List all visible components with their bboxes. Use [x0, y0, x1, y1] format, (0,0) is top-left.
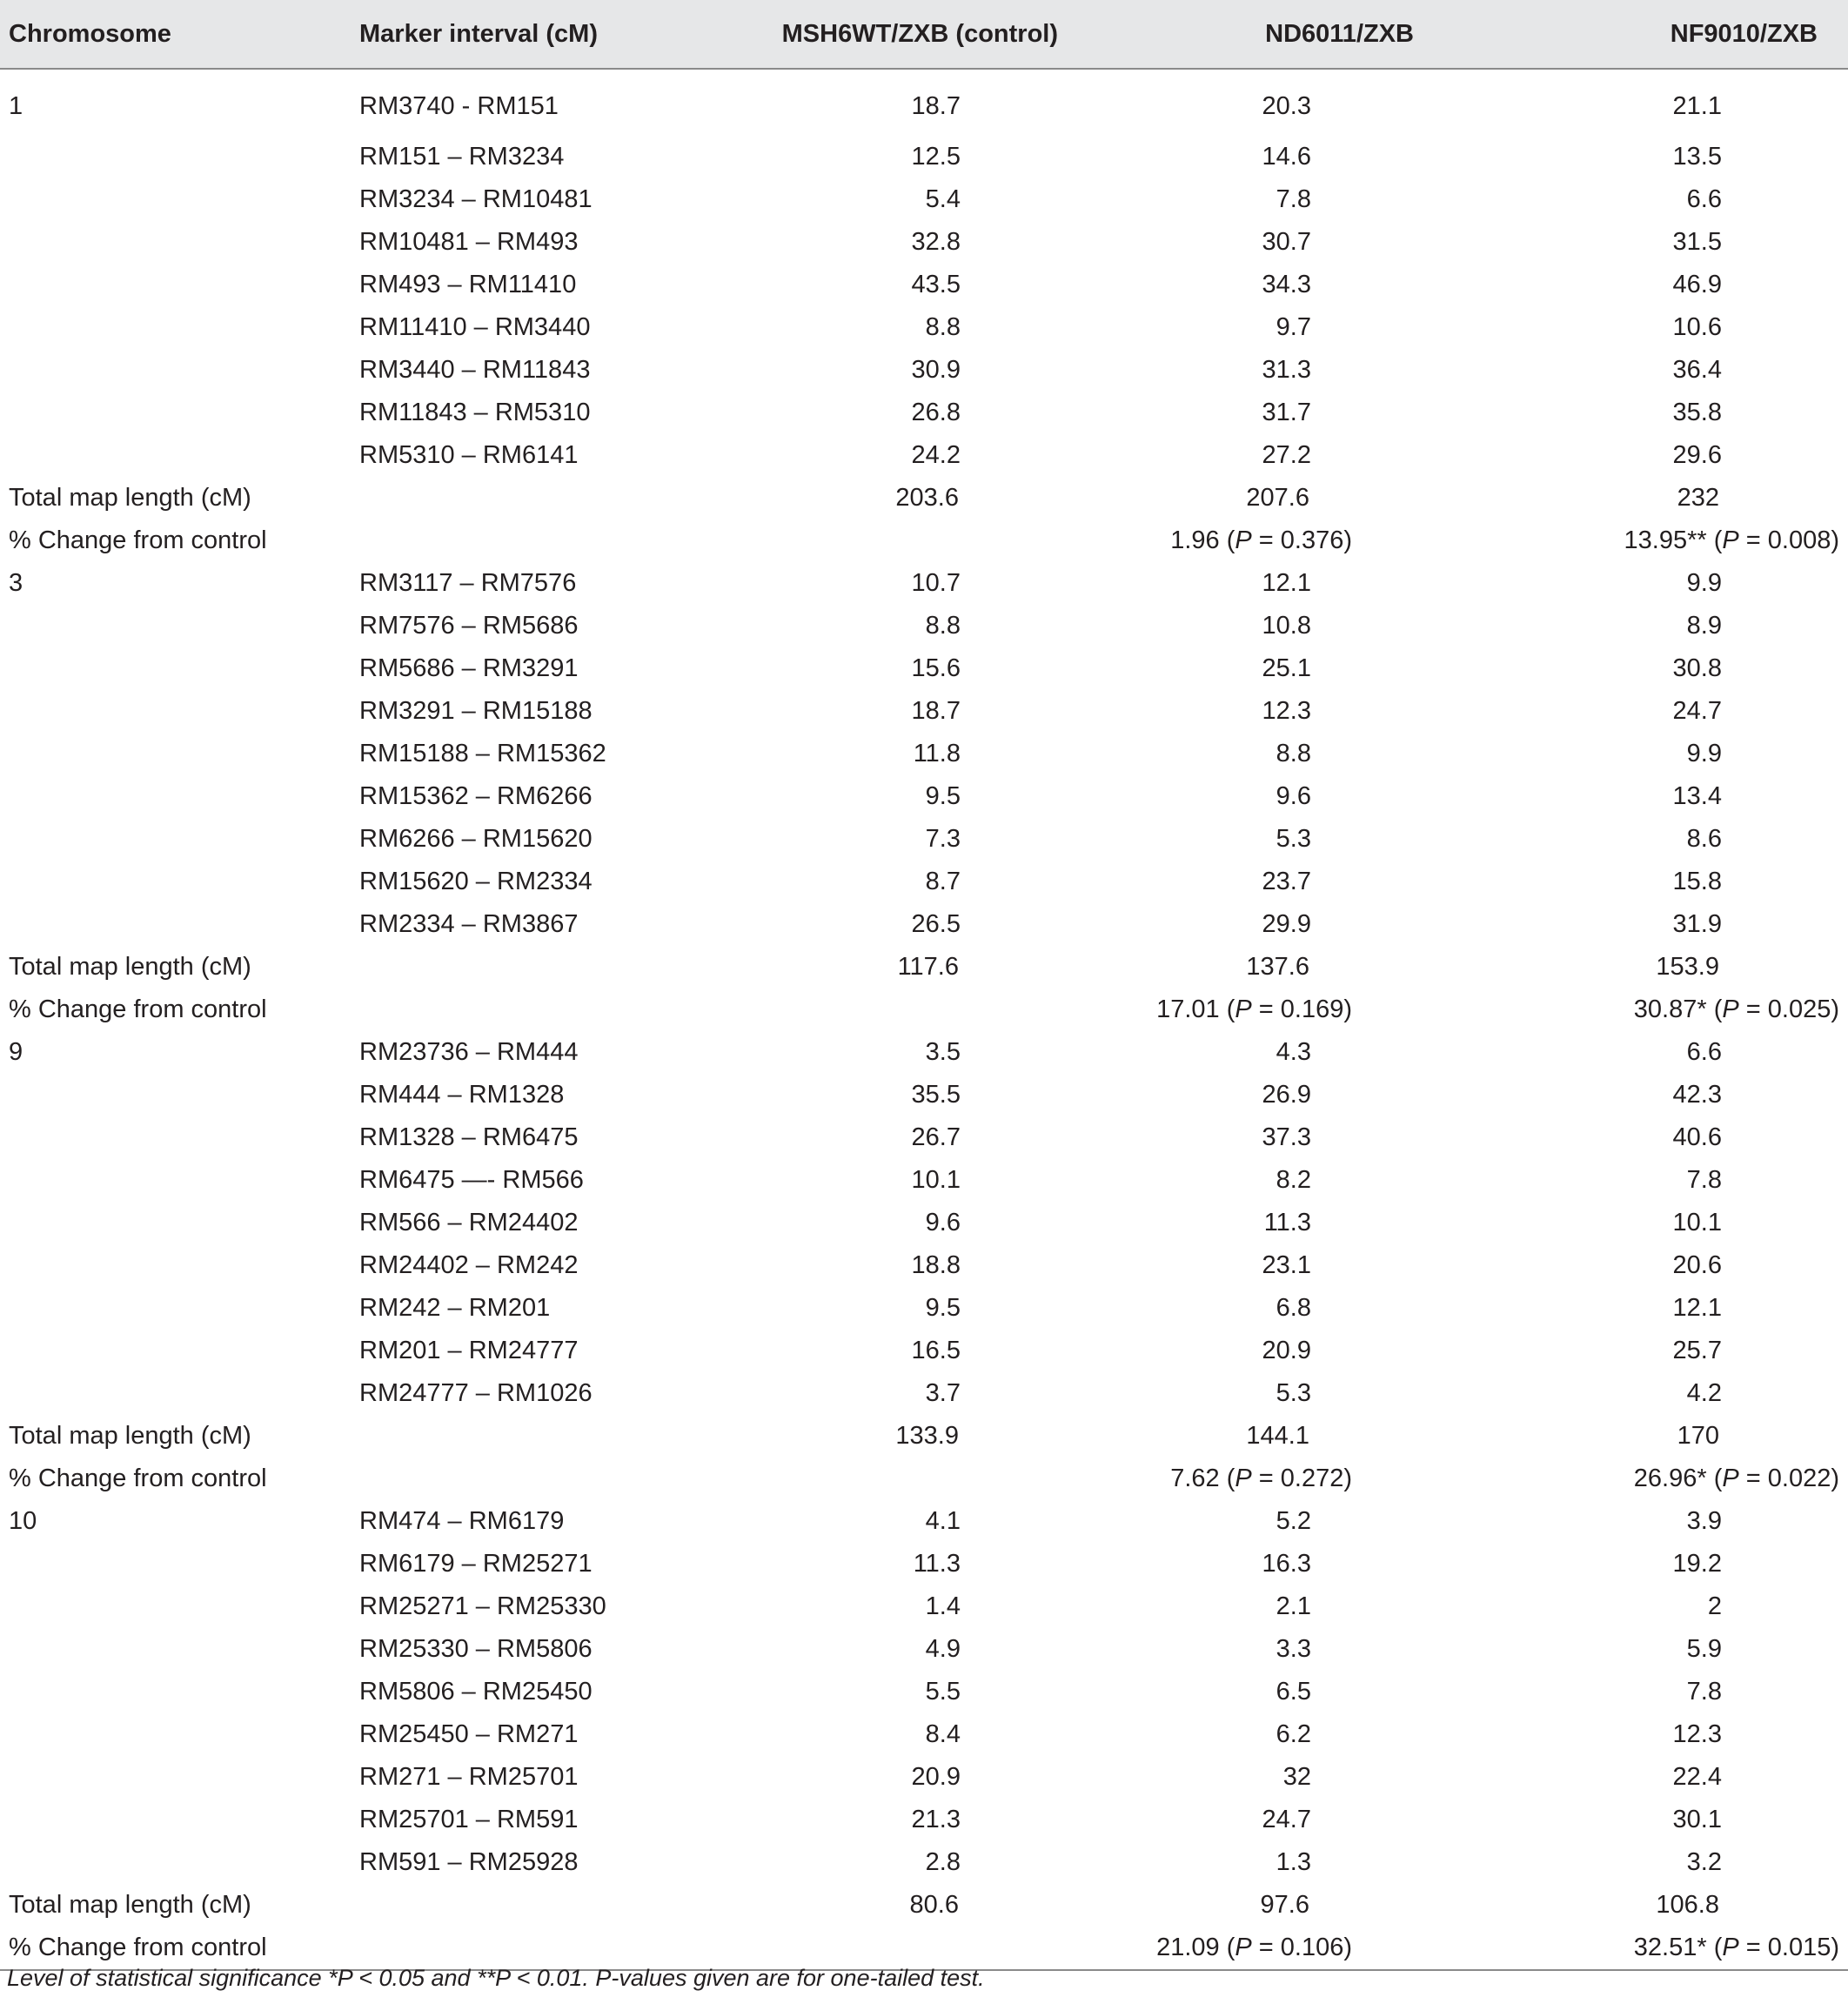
p-symbol: P [1722, 526, 1739, 554]
control-value-cell: 3.7 [925, 1379, 961, 1407]
p-symbol: P [1722, 1464, 1739, 1492]
change-paren: ( [1219, 1934, 1235, 1961]
total-label-cell: Total map length (cM) [9, 1422, 251, 1450]
nd6011-value-cell: 6.5 [1276, 1678, 1311, 1706]
change-value: 30.87* [1633, 995, 1707, 1023]
control-value-cell: 9.5 [925, 782, 961, 810]
marker-interval-cell: RM24402 – RM242 [359, 1251, 579, 1279]
chromosome-cell: 1 [9, 91, 23, 120]
control-value-cell: 8.7 [925, 868, 961, 895]
control-value-cell: 4.1 [925, 1507, 961, 1535]
change-value: 17.01 [1156, 995, 1220, 1023]
chromosome-cell [0, 1159, 358, 1202]
chromosome-cell [0, 1074, 358, 1116]
nf9010-value-cell: 31.9 [1672, 910, 1722, 938]
nf9010-value-cell: 29.6 [1672, 441, 1722, 469]
change-nd6011-cell [1100, 519, 1466, 562]
chromosome-cell [0, 1799, 358, 1841]
nd6011-value-cell: 2.1 [1276, 1592, 1311, 1620]
control-value-cell: 5.4 [925, 185, 961, 213]
marker-interval-cell: RM1328 – RM6475 [359, 1123, 579, 1151]
total-nf9010-cell: 106.8 [1656, 1891, 1719, 1919]
marker-interval-cell: RM24777 – RM1026 [359, 1379, 593, 1407]
nd6011-value-cell: 4.3 [1276, 1038, 1311, 1066]
total-control-cell: 203.6 [895, 484, 959, 512]
table-row [0, 1330, 1848, 1372]
marker-interval-cell: RM5686 – RM3291 [359, 654, 579, 682]
nd6011-value-cell: 20.9 [1262, 1337, 1311, 1364]
nf9010-value-cell: 8.9 [1686, 612, 1722, 640]
chromosome-cell [0, 264, 358, 306]
control-value-cell: 18.7 [911, 91, 961, 120]
table-row [0, 178, 1848, 221]
chromosome-cell [0, 1202, 358, 1244]
nd6011-value-cell: 9.7 [1276, 313, 1311, 341]
table-row [0, 1074, 1848, 1116]
marker-interval-cell: RM444 – RM1328 [359, 1081, 565, 1109]
nf9010-value-cell: 20.6 [1672, 1251, 1722, 1279]
control-value-cell: 15.6 [911, 654, 961, 682]
table-row [0, 690, 1848, 733]
chromosome-cell: 10 [9, 1507, 37, 1535]
marker-interval-cell: RM25701 – RM591 [359, 1806, 579, 1833]
nd6011-value-cell: 14.6 [1262, 143, 1311, 171]
chromosome-cell: 3 [9, 569, 23, 597]
change-value: 32.51* [1633, 1934, 1707, 1961]
nf9010-value-cell: 19.2 [1672, 1550, 1722, 1578]
total-control-cell: 133.9 [895, 1422, 959, 1450]
table-row [0, 647, 1848, 690]
control-value-cell: 26.5 [911, 910, 961, 938]
nd6011-value-cell: 37.3 [1262, 1123, 1311, 1151]
change-paren: ( [1706, 526, 1723, 554]
chromosome-cell [0, 136, 358, 178]
chromosome-cell [0, 1585, 358, 1628]
table-header [0, 0, 1848, 69]
marker-interval-cell: RM5310 – RM6141 [359, 441, 579, 469]
nd6011-value-cell: 34.3 [1262, 271, 1311, 298]
nf9010-value-cell: 36.4 [1672, 356, 1722, 384]
nd6011-value-cell: 29.9 [1262, 910, 1311, 938]
control-value-cell: 9.6 [925, 1209, 961, 1237]
change-paren: ( [1219, 1464, 1235, 1492]
change-row [0, 989, 1848, 1031]
nd6011-value-cell: 5.2 [1276, 1507, 1311, 1535]
change-paren: ( [1219, 526, 1235, 554]
change-control-cell [733, 989, 1100, 1031]
marker-interval-cell: RM15620 – RM2334 [359, 868, 593, 895]
change-nf9010-cell [1466, 519, 1848, 562]
marker-interval-cell: RM151 – RM3234 [359, 143, 565, 171]
control-value-cell: 9.5 [925, 1294, 961, 1322]
nf9010-value-cell: 40.6 [1672, 1123, 1722, 1151]
table-row [0, 136, 1848, 178]
p-symbol: P [1235, 995, 1252, 1023]
nd6011-value-cell: 3.3 [1276, 1635, 1311, 1663]
chromosome-cell [0, 1244, 358, 1287]
control-value-cell: 18.7 [911, 697, 961, 725]
marker-interval-cell: RM25271 – RM25330 [359, 1592, 606, 1620]
control-value-cell: 11.8 [913, 740, 961, 767]
marker-interval-cell: RM6266 – RM15620 [359, 825, 593, 853]
header-row [0, 0, 1848, 69]
change-nd6011-cell [1100, 1927, 1466, 1970]
table-row [0, 392, 1848, 434]
change-control-cell [733, 1458, 1100, 1500]
control-value-cell: 30.9 [911, 356, 961, 384]
control-value-cell: 24.2 [911, 441, 961, 469]
table-row [0, 1202, 1848, 1244]
chromosome-cell [0, 349, 358, 392]
table-footnote: Level of statistical significance *P < 0.05 and **P < 0.01. P-values given are for one-tailed test. [7, 1965, 985, 1991]
total-label-cell: Total map length (cM) [9, 953, 251, 981]
marker-interval-cell: RM10481 – RM493 [359, 228, 579, 256]
table-row [0, 775, 1848, 818]
table-row [0, 1756, 1848, 1799]
nd6011-value-cell: 25.1 [1262, 654, 1311, 682]
nd6011-value-cell: 6.8 [1276, 1294, 1311, 1322]
total-nf9010-cell: 232 [1677, 484, 1719, 512]
table-row [0, 1543, 1848, 1585]
change-paren: ( [1706, 1464, 1723, 1492]
total-nd6011-cell: 144.1 [1246, 1422, 1309, 1450]
table-row [0, 1116, 1848, 1159]
control-value-cell: 1.4 [925, 1592, 961, 1620]
nd6011-value-cell: 30.7 [1262, 228, 1311, 256]
nf9010-value-cell: 9.9 [1686, 740, 1722, 767]
table-row [0, 306, 1848, 349]
control-value-cell: 10.7 [911, 569, 961, 597]
control-value-cell: 32.8 [911, 228, 961, 256]
nd6011-value-cell: 31.3 [1262, 356, 1311, 384]
change-paren: ( [1706, 1934, 1723, 1961]
control-value-cell: 16.5 [911, 1337, 961, 1364]
nd6011-value-cell: 24.7 [1262, 1806, 1311, 1833]
marker-interval-cell: RM11410 – RM3440 [359, 313, 591, 341]
table-row [0, 1585, 1848, 1628]
nd6011-value-cell: 12.3 [1262, 697, 1311, 725]
p-symbol: P [1235, 1934, 1252, 1961]
nd6011-value-cell: 23.1 [1262, 1251, 1311, 1279]
chromosome-cell [0, 605, 358, 647]
chromosome-cell [0, 647, 358, 690]
chromosome-cell [0, 1543, 358, 1585]
p-value: = 0.008) [1738, 526, 1839, 554]
p-symbol: P [1722, 1934, 1739, 1961]
chromosome-cell [0, 392, 358, 434]
nd6011-value-cell: 8.2 [1276, 1166, 1311, 1194]
table-row [0, 903, 1848, 946]
change-paren: ( [1219, 995, 1235, 1023]
table-row [0, 818, 1848, 861]
nf9010-value-cell: 35.8 [1672, 399, 1722, 426]
marker-interval-cell: RM3117 – RM7576 [359, 569, 577, 597]
table-row [0, 605, 1848, 647]
table-row [0, 221, 1848, 264]
nd6011-value-cell: 26.9 [1262, 1081, 1311, 1109]
table-row [0, 861, 1848, 903]
table-row [0, 1671, 1848, 1713]
marker-interval-cell: RM25330 – RM5806 [359, 1635, 593, 1663]
chromosome-cell [0, 903, 358, 946]
control-value-cell: 18.8 [911, 1251, 961, 1279]
chromosome-cell [0, 1287, 358, 1330]
header-chromosome: Chromosome [0, 0, 358, 69]
table-row [0, 1372, 1848, 1415]
control-value-cell: 7.3 [925, 825, 961, 853]
table-row [0, 733, 1848, 775]
table-row [0, 1628, 1848, 1671]
nd6011-value-cell: 11.3 [1263, 1209, 1311, 1237]
nd6011-value-cell: 27.2 [1262, 441, 1311, 469]
nf9010-value-cell: 25.7 [1672, 1337, 1722, 1364]
table-row [0, 264, 1848, 306]
header-nd6011: ND6011/ZXB [1100, 0, 1466, 69]
control-value-cell: 26.7 [911, 1123, 961, 1151]
total-nd6011-cell: 207.6 [1246, 484, 1309, 512]
total-nd6011-cell: 137.6 [1246, 953, 1309, 981]
nf9010-value-cell: 10.1 [1672, 1209, 1722, 1237]
change-row [0, 519, 1848, 562]
chromosome-cell [0, 1671, 358, 1713]
change-label-cell: % Change from control [9, 1464, 267, 1492]
nf9010-value-cell: 22.4 [1672, 1763, 1722, 1791]
nf9010-value-cell: 21.1 [1672, 91, 1722, 120]
chromosome-cell [0, 818, 358, 861]
p-symbol: P [1235, 1464, 1252, 1492]
marker-interval-cell: RM5806 – RM25450 [359, 1678, 593, 1706]
total-label-cell: Total map length (cM) [9, 484, 251, 512]
p-value: = 0.022) [1738, 1464, 1839, 1492]
chromosome-cell [0, 1713, 358, 1756]
marker-interval-cell: RM3291 – RM15188 [359, 697, 593, 725]
control-value-cell: 35.5 [911, 1081, 961, 1109]
control-value-cell: 21.3 [911, 1806, 961, 1833]
change-control-cell [733, 1927, 1100, 1970]
marker-interval-cell: RM15188 – RM15362 [359, 740, 606, 767]
total-nd6011-cell: 97.6 [1260, 1891, 1309, 1919]
nf9010-value-cell: 31.5 [1672, 228, 1722, 256]
nf9010-value-cell: 6.6 [1686, 1038, 1722, 1066]
nd6011-value-cell: 8.8 [1276, 740, 1311, 767]
total-row [0, 946, 1848, 989]
change-value: 26.96* [1633, 1464, 1707, 1492]
control-value-cell: 26.8 [911, 399, 961, 426]
marker-interval-cell: RM3440 – RM11843 [359, 356, 591, 384]
marker-interval-cell: RM25450 – RM271 [359, 1720, 579, 1748]
total-row [0, 1415, 1848, 1458]
nf9010-value-cell: 46.9 [1672, 271, 1722, 298]
change-row [0, 1458, 1848, 1500]
nf9010-value-cell: 4.2 [1686, 1379, 1722, 1407]
table-row [0, 1799, 1848, 1841]
marker-interval-cell: RM242 – RM201 [359, 1294, 551, 1322]
chromosome-cell [0, 221, 358, 264]
marker-interval-cell: RM566 – RM24402 [359, 1209, 579, 1237]
change-label-cell: % Change from control [9, 995, 267, 1023]
nf9010-value-cell: 10.6 [1672, 313, 1722, 341]
marker-interval-cell: RM23736 – RM444 [359, 1038, 579, 1066]
nf9010-value-cell: 8.6 [1686, 825, 1722, 853]
chromosome-cell [0, 1628, 358, 1671]
chromosome-cell [0, 1756, 358, 1799]
table-row [0, 1841, 1848, 1884]
header-nf9010: NF9010/ZXB [1466, 0, 1848, 69]
nd6011-value-cell: 23.7 [1262, 868, 1311, 895]
chromosome-cell [0, 1372, 358, 1415]
total-label-cell: Total map length (cM) [9, 1891, 251, 1919]
total-control-cell: 80.6 [909, 1891, 959, 1919]
nf9010-value-cell: 13.5 [1672, 143, 1722, 171]
nd6011-value-cell: 6.2 [1276, 1720, 1311, 1748]
table-row [0, 1500, 1848, 1543]
change-nf9010-cell [1466, 1927, 1848, 1970]
chromosome-cell: 9 [9, 1038, 23, 1066]
nf9010-value-cell: 7.8 [1686, 1166, 1722, 1194]
table-row [0, 1713, 1848, 1756]
nd6011-value-cell: 12.1 [1262, 569, 1311, 597]
marker-interval-cell: RM3740 - RM151 [359, 91, 559, 120]
total-row [0, 1884, 1848, 1927]
table-row [0, 1159, 1848, 1202]
marker-interval-cell: RM271 – RM25701 [359, 1763, 579, 1791]
nf9010-value-cell: 9.9 [1686, 569, 1722, 597]
nd6011-value-cell: 31.7 [1262, 399, 1311, 426]
change-nd6011-cell [1100, 1458, 1466, 1500]
change-label-cell: % Change from control [9, 526, 267, 554]
change-control-cell [733, 519, 1100, 562]
marker-interval-cell: RM591 – RM25928 [359, 1848, 579, 1876]
nd6011-value-cell: 10.8 [1262, 612, 1311, 640]
chromosome-cell [0, 690, 358, 733]
change-label-cell: % Change from control [0, 1927, 733, 1970]
table-body [0, 69, 1848, 1970]
marker-interval-cell: RM7576 – RM5686 [359, 612, 579, 640]
control-value-cell: 8.4 [925, 1720, 961, 1748]
nd6011-value-cell: 16.3 [1262, 1550, 1311, 1578]
control-value-cell: 10.1 [911, 1166, 961, 1194]
header-marker-interval: Marker interval (cM) [358, 0, 733, 69]
control-value-cell: 12.5 [911, 143, 961, 171]
nf9010-value-cell: 30.1 [1672, 1806, 1722, 1833]
nf9010-value-cell: 24.7 [1672, 697, 1722, 725]
total-row [0, 477, 1848, 519]
nd6011-value-cell: 20.3 [1262, 91, 1311, 120]
nf9010-value-cell: 7.8 [1686, 1678, 1722, 1706]
total-nf9010-cell: 153.9 [1656, 953, 1719, 981]
p-value: = 0.015) [1738, 1934, 1839, 1961]
marker-interval-cell: RM474 – RM6179 [359, 1507, 565, 1535]
control-value-cell: 8.8 [925, 313, 961, 341]
change-value: 1.96 [1170, 526, 1220, 554]
nf9010-value-cell: 15.8 [1672, 868, 1722, 895]
marker-interval-cell: RM6179 – RM25271 [359, 1550, 593, 1578]
table-row [0, 434, 1848, 477]
header-control: MSH6WT/ZXB (control) [733, 0, 1100, 69]
p-symbol: P [1235, 526, 1252, 554]
table-row [0, 349, 1848, 392]
control-value-cell: 2.8 [925, 1848, 961, 1876]
control-value-cell: 11.3 [913, 1550, 961, 1578]
nd6011-value-cell: 1.3 [1276, 1848, 1311, 1876]
control-value-cell: 3.5 [925, 1038, 961, 1066]
marker-interval-cell: RM2334 – RM3867 [359, 910, 579, 938]
change-value: 7.62 [1170, 1464, 1220, 1492]
nd6011-value-cell: 32 [1282, 1763, 1311, 1791]
change-paren: ( [1706, 995, 1723, 1023]
nf9010-value-cell: 42.3 [1672, 1081, 1722, 1109]
marker-interval-cell: RM11843 – RM5310 [359, 399, 591, 426]
chromosome-cell [0, 306, 358, 349]
table-row [0, 69, 1848, 136]
nf9010-value-cell: 3.9 [1686, 1507, 1722, 1535]
nf9010-value-cell: 3.2 [1686, 1848, 1722, 1876]
p-value: = 0.169) [1251, 995, 1352, 1023]
chromosome-cell [0, 1116, 358, 1159]
marker-interval-cell: RM493 – RM11410 [359, 271, 577, 298]
chromosome-cell [0, 775, 358, 818]
change-value: 21.09 [1156, 1934, 1220, 1961]
nd6011-value-cell: 5.3 [1276, 825, 1311, 853]
change-value: 13.95** [1624, 526, 1707, 554]
chromosome-cell [0, 733, 358, 775]
p-value: = 0.376) [1251, 526, 1352, 554]
nf9010-value-cell: 6.6 [1686, 185, 1722, 213]
total-nf9010-cell: 170 [1677, 1422, 1719, 1450]
marker-interval-cell: RM6475 —- RM566 [359, 1166, 584, 1194]
table-row [0, 1244, 1848, 1287]
nf9010-value-cell: 13.4 [1672, 782, 1722, 810]
nf9010-value-cell: 12.1 [1672, 1294, 1722, 1322]
total-control-cell: 117.6 [897, 953, 959, 981]
change-nf9010-cell [1466, 1458, 1848, 1500]
nd6011-value-cell: 5.3 [1276, 1379, 1311, 1407]
marker-interval-cell: RM15362 – RM6266 [359, 782, 593, 810]
p-value: = 0.106) [1251, 1934, 1352, 1961]
chromosome-cell [0, 1330, 358, 1372]
p-value: = 0.272) [1251, 1464, 1352, 1492]
change-row [0, 1927, 1848, 1970]
change-nf9010-cell [1466, 989, 1848, 1031]
control-value-cell: 5.5 [925, 1678, 961, 1706]
control-value-cell: 20.9 [911, 1763, 961, 1791]
table-row [0, 562, 1848, 605]
chromosome-cell [0, 178, 358, 221]
control-value-cell: 8.8 [925, 612, 961, 640]
control-value-cell: 4.9 [925, 1635, 961, 1663]
p-symbol: P [1722, 995, 1739, 1023]
control-value-cell: 43.5 [911, 271, 961, 298]
nf9010-value-cell: 12.3 [1672, 1720, 1722, 1748]
nd6011-value-cell: 7.8 [1276, 185, 1311, 213]
table-row [0, 1031, 1848, 1074]
nf9010-value-cell: 5.9 [1686, 1635, 1722, 1663]
nf9010-value-cell: 2 [1707, 1592, 1722, 1620]
marker-interval-cell: RM201 – RM24777 [359, 1337, 579, 1364]
chromosome-cell [0, 434, 358, 477]
marker-interval-cell: RM3234 – RM10481 [359, 185, 593, 213]
chromosome-cell [0, 1841, 358, 1884]
change-nd6011-cell [1100, 989, 1466, 1031]
nf9010-value-cell: 30.8 [1672, 654, 1722, 682]
table-row [0, 1287, 1848, 1330]
nd6011-value-cell: 9.6 [1276, 782, 1311, 810]
p-value: = 0.025) [1738, 995, 1839, 1023]
chromosome-cell [0, 861, 358, 903]
